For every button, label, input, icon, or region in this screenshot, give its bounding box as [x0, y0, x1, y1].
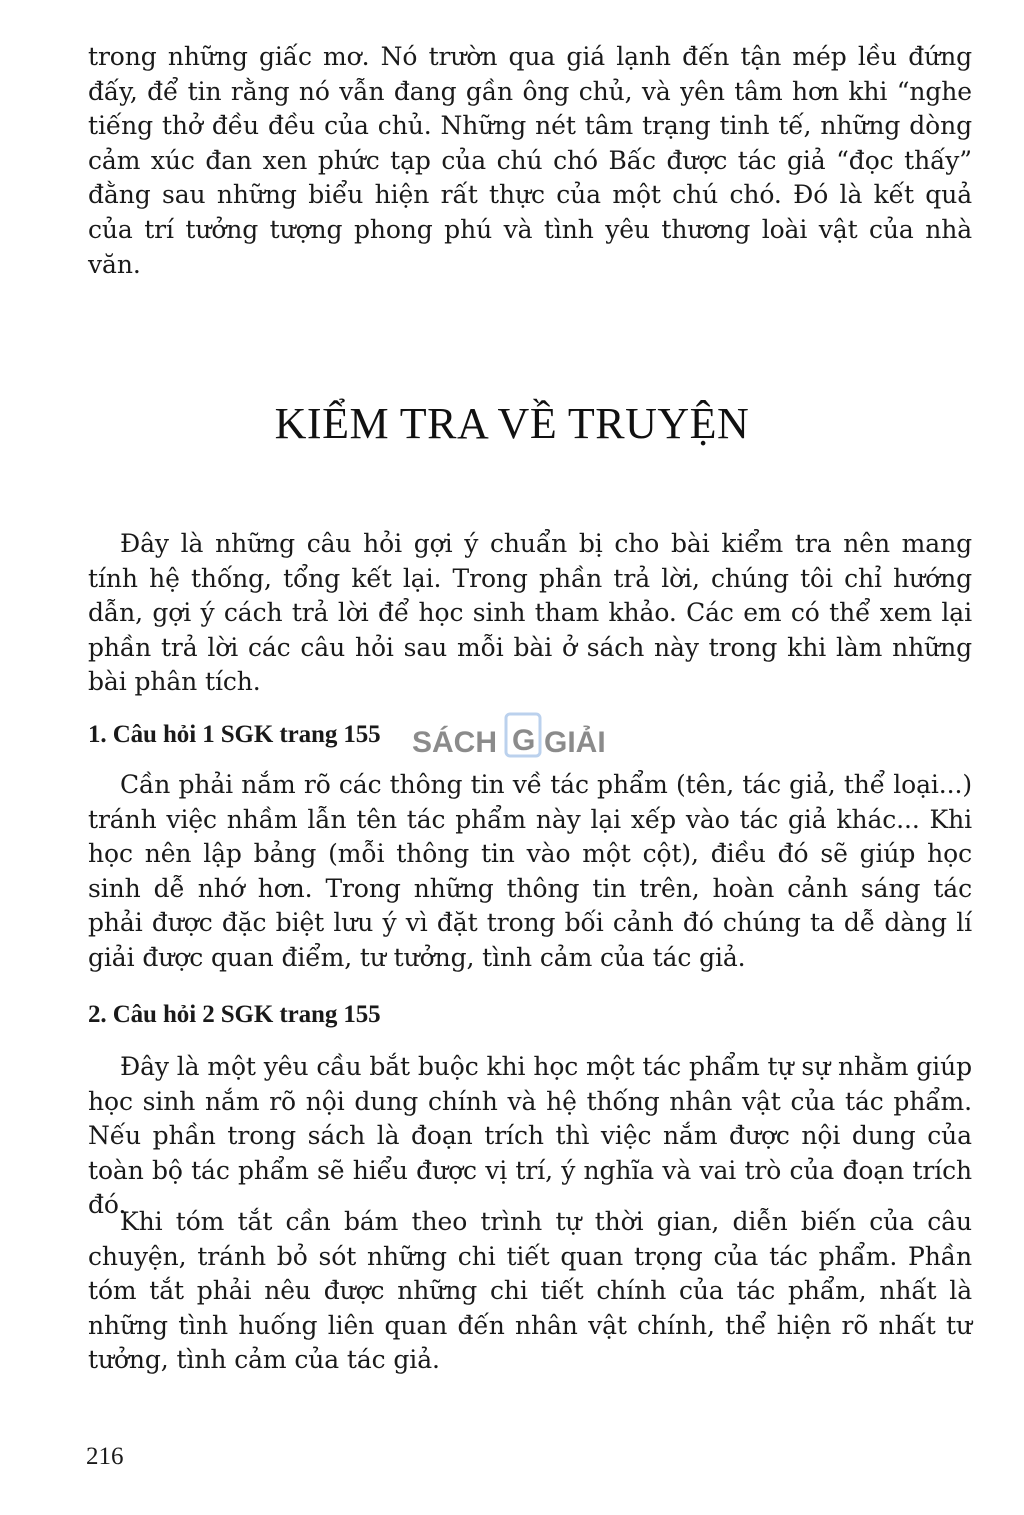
question-2-heading: 2. Câu hỏi 2 SGK trang 155 [88, 1001, 381, 1028]
question-1-body [88, 768, 972, 976]
watermark-logo-letter: G [512, 724, 536, 757]
question-2-body-2 [88, 1205, 972, 1378]
question-2-body-1 [88, 1050, 972, 1223]
question-1-heading: 1. Câu hỏi 1 SGK trang 155 [88, 721, 381, 748]
page-number: 216 [86, 1443, 124, 1470]
intro-paragraph-block [88, 40, 972, 282]
intro-paragraph: trong những giấc mơ. Nó trườn qua giá lạnh đến tận mép lều đứng đấy, để tin rằng nó vẫn đang gần ông chủ, và yên tâm hơn khi “nghe tiếng thở đều đều của chủ. Những nét tâm trạng tinh tế, những dòng cảm xúc đan xen phức tạp của chú chó Bấc được tác giả “đọc thấy” đằng sau những biểu hiện rất thực của một chú chó. Đó là kết quả của trí tưởng tượng phong phú và tình yêu thương loài vật của nhà văn. [88, 42, 972, 279]
watermark-text-left: SÁCH [412, 726, 498, 759]
section-intro-paragraph: Đây là những câu hỏi gợi ý chuẩn bị cho bài kiểm tra nên mang tính hệ thống, tổng kết lại. Trong phần trả lời, chúng tôi chỉ hướng dẫn, gợi ý cách trả lời để học sinh tham khảo. Các em có thể xem lại phần trả lời các câu hỏi sau mỗi bài ở sách này trong khi làm những bài phân tích. [88, 529, 972, 697]
question-2-heading-block [88, 998, 972, 1033]
question-2-paragraph-1: Đây là một yêu cầu bắt buộc khi học một tác phẩm tự sự nhằm giúp học sinh nắm rõ nội dung chính và hệ thống nhân vật của tác phẩm. Nếu phần trong sách là đoạn trích thì việc nắm được nội dung của toàn bộ tác phẩm sẽ hiểu được vị trí, ý nghĩa và vai trò của đoạn trích đó. [88, 1052, 972, 1220]
watermark-logo [412, 708, 622, 788]
question-1-paragraph: Cần phải nắm rõ các thông tin về tác phẩm (tên, tác giả, thể loại...) tránh việc nhầm lẫn tên tác phẩm này lại xếp vào tác giả khác... Khi học nên lập bảng (mỗi thông tin vào một cột), điều đó sẽ giúp học sinh dễ nhớ hơn. Trong những thông tin trên, hoàn cảnh sáng tác phải được đặc biệt lưu ý vì đặt trong bối cảnh đó chúng ta dễ dàng lí giải được quan điểm, tư tưởng, tình cảm của tác giả. [88, 770, 972, 972]
question-2-paragraph-2: Khi tóm tắt cần bám theo trình tự thời gian, diễn biến của câu chuyện, tránh bỏ sót những chi tiết quan trọng của tác phẩm. Phần tóm tắt phải nêu được những chi tiết chính của tác phẩm, nhất là những tình huống liên quan đến nhân vật chính, thể hiện rõ nhất tư tưởng, tình cảm của tác giả. [88, 1207, 972, 1375]
section-intro-block [88, 527, 972, 700]
section-title: KIỂM TRA VỀ TRUYỆN [274, 399, 750, 448]
watermark-text-right: GIẢI [544, 726, 606, 759]
